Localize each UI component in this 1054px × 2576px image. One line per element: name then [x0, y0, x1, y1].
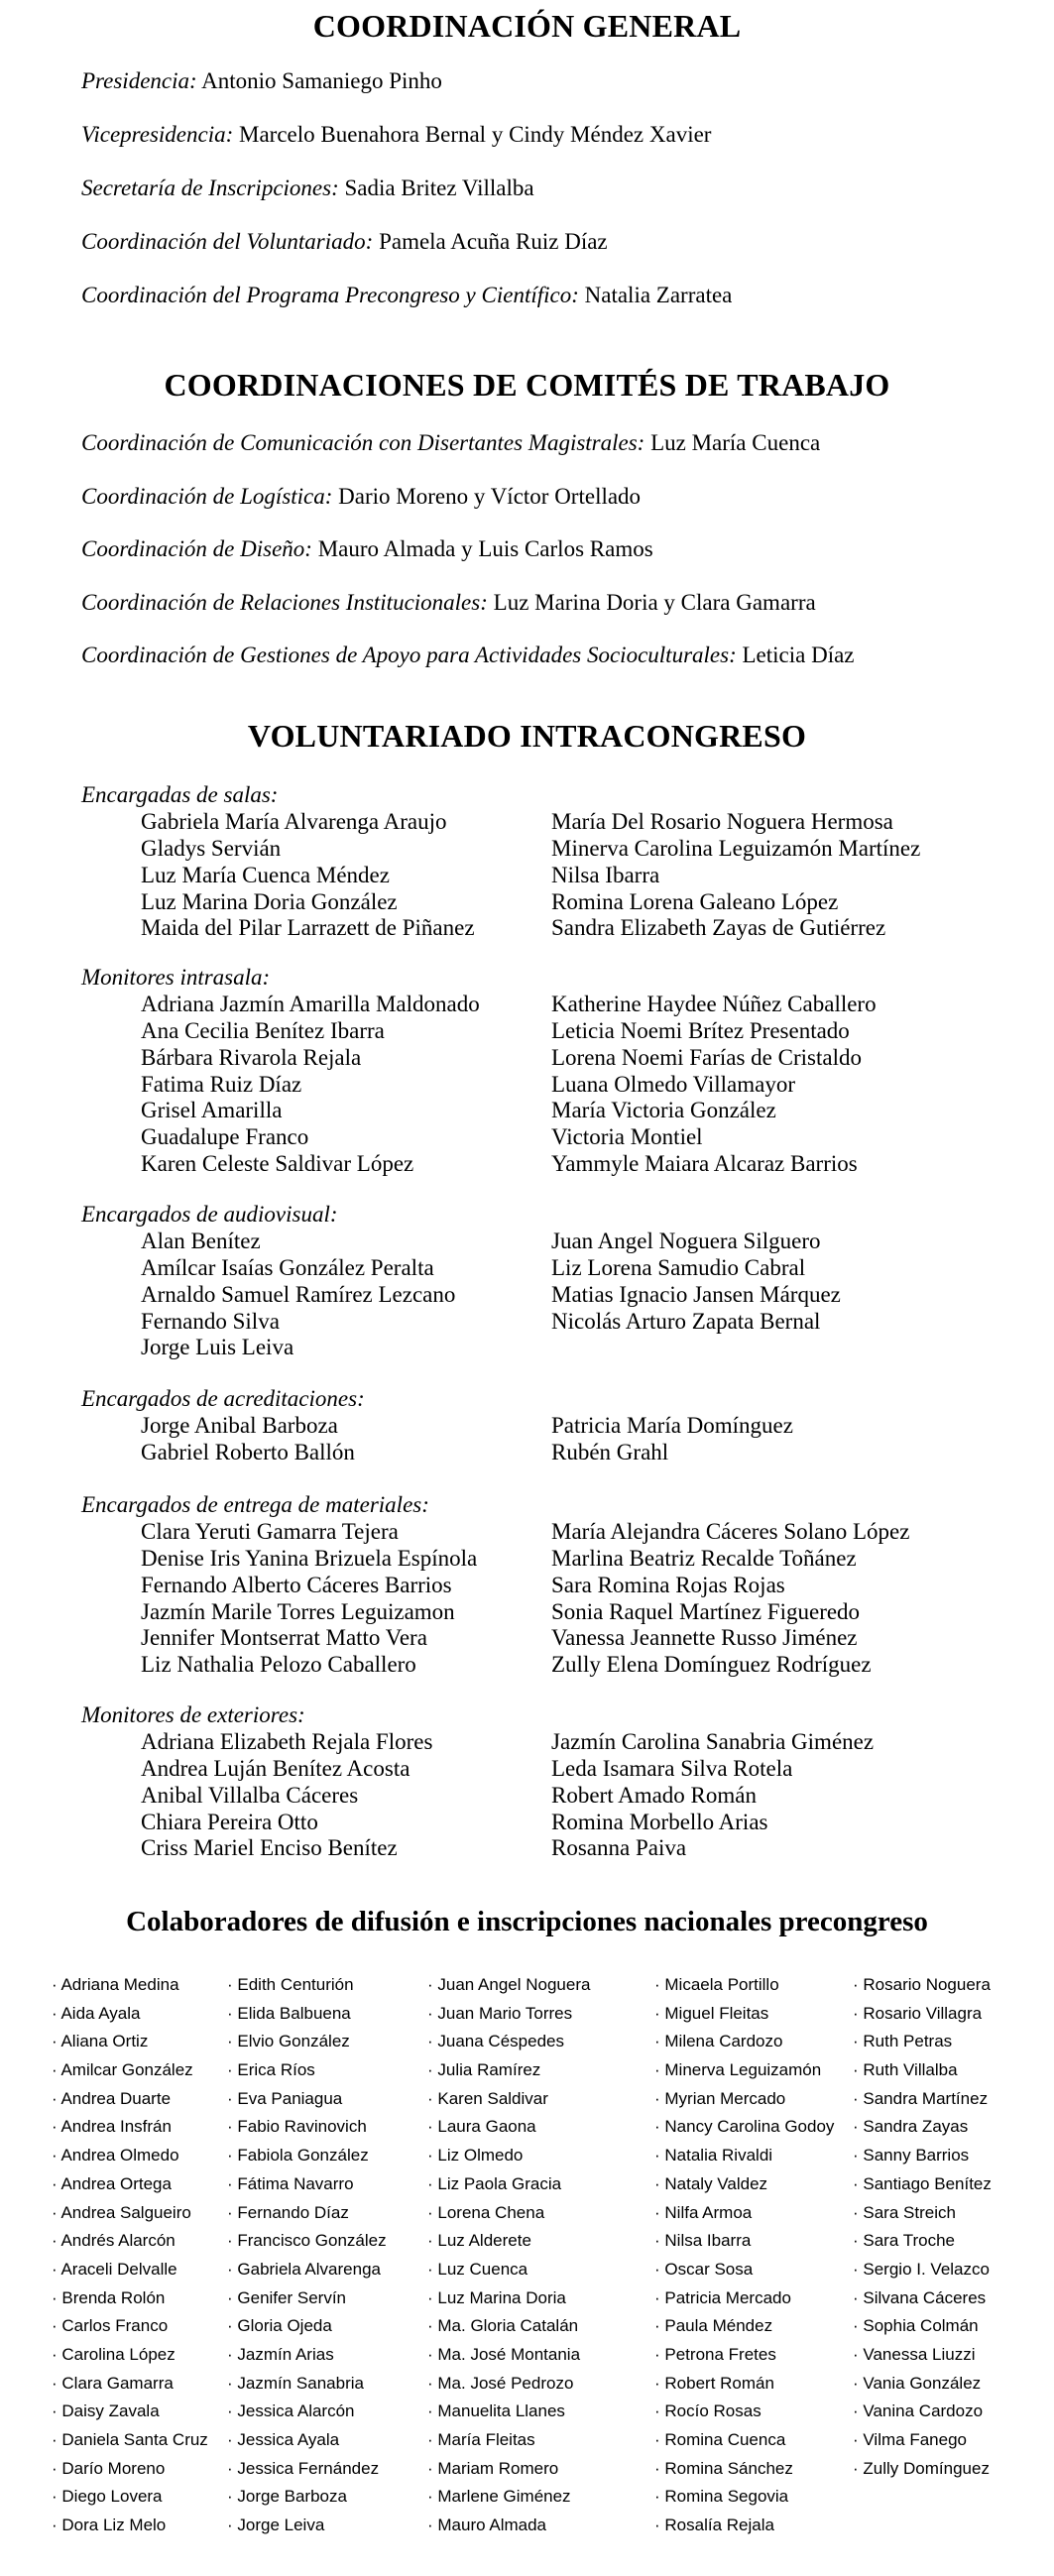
section-title-volunteers: VOLUNTARIADO INTRACONGRESO — [247, 718, 807, 754]
committee-row — [81, 430, 820, 456]
collaborator-name: · Gabriela Alvarenga — [227, 2256, 387, 2284]
volunteer-name: Nilsa Ibarra — [551, 862, 660, 887]
collaborator-name: · Rocío Rosas — [654, 2398, 834, 2426]
volunteer-name: Jorge Anibal Barboza — [141, 1412, 338, 1438]
collaborator-name: · Robert Román — [654, 2370, 834, 2399]
volunteer-group-title: Encargados de entrega de materiales: — [81, 1492, 429, 1517]
committee-row — [81, 590, 816, 616]
general-row — [81, 176, 534, 201]
collaborator-name: · Daisy Zavala — [52, 2398, 208, 2426]
volunteer-column-right — [551, 1729, 874, 1862]
volunteer-name: Nicolás Arturo Zapata Bernal — [551, 1308, 821, 1334]
volunteer-name: Sonia Raquel Martínez Figueredo — [551, 1598, 861, 1624]
volunteer-name: Rubén Grahl — [551, 1439, 669, 1464]
collaborator-name: · Jessica Ayala — [227, 2426, 387, 2455]
collaborator-name: · Juan Angel Noguera — [427, 1971, 590, 2000]
collaborator-name: · Aida Ayala — [52, 2000, 208, 2029]
volunteer-column-right — [551, 992, 877, 1178]
row-label: Coordinación de Gestiones de Apoyo para Actividades Socioculturales: — [81, 643, 737, 667]
row-label: Vicepresidencia: — [81, 122, 234, 147]
collaborator-name: · Zully Domínguez — [853, 2455, 992, 2484]
volunteer-name: Leda Isamara Silva Rotela — [551, 1755, 793, 1781]
collaborator-name: · Mauro Almada — [427, 2512, 590, 2540]
collaborator-name: · Dora Liz Melo — [52, 2512, 208, 2540]
volunteer-name: Romina Lorena Galeano López — [551, 888, 839, 914]
collaborator-name: · Patricia Mercado — [654, 2284, 834, 2313]
collaborator-name: · Fátima Navarro — [227, 2170, 387, 2199]
volunteer-name: Ana Cecilia Benítez Ibarra — [141, 1017, 385, 1043]
row-label: Coordinación de Logística: — [81, 484, 333, 509]
collaborator-name: · Diego Lovera — [52, 2483, 208, 2512]
collaborator-name: · Vanina Cardozo — [853, 2398, 992, 2426]
volunteer-name: Luz María Cuenca Méndez — [141, 862, 390, 887]
row-value: Antonio Samaniego Pinho — [196, 68, 442, 93]
volunteer-group-title: Monitores de exteriores: — [81, 1702, 305, 1727]
collaborator-name: · Liz Olmedo — [427, 2142, 590, 2170]
collaborator-name: · Micaela Portillo — [654, 1971, 834, 2000]
row-label: Coordinación de Diseño: — [81, 536, 312, 561]
collaborator-name: · Nataly Valdez — [654, 2170, 834, 2199]
collaborator-name: · Luz Cuenca — [427, 2256, 590, 2284]
volunteer-name: Fatima Ruiz Díaz — [141, 1071, 302, 1097]
collaborator-name: · Vilma Fanego — [853, 2426, 992, 2455]
collaborator-name: · Vanessa Liuzzi — [853, 2341, 992, 2370]
row-value: Luz María Cuenca — [644, 430, 821, 455]
collaborator-name: · Darío Moreno — [52, 2455, 208, 2484]
volunteer-column-right — [551, 1413, 793, 1466]
volunteer-name: Matias Ignacio Jansen Márquez — [551, 1281, 841, 1307]
collaborator-name: · Liz Paola Gracia — [427, 2170, 590, 2199]
volunteer-name: María Del Rosario Noguera Hermosa — [551, 808, 893, 834]
collaborator-name: · Milena Cardozo — [654, 2028, 834, 2056]
collaborator-name: · Gloria Ojeda — [227, 2312, 387, 2341]
collaborator-name: · Andrea Olmedo — [52, 2142, 208, 2170]
general-row — [81, 122, 711, 148]
collaborator-column — [427, 1971, 590, 2540]
collaborator-name: · Nilsa Ibarra — [654, 2227, 834, 2256]
volunteer-name: Sandra Elizabeth Zayas de Gutiérrez — [551, 915, 886, 941]
volunteer-name: María Alejandra Cáceres Solano López — [551, 1518, 910, 1544]
volunteer-name: Alan Benítez — [141, 1228, 261, 1253]
collaborator-name: · Ma. José Montania — [427, 2341, 590, 2370]
collaborator-name: · Mariam Romero — [427, 2455, 590, 2484]
collaborator-name: · Jazmín Arias — [227, 2341, 387, 2370]
volunteer-name: Andrea Luján Benítez Acosta — [141, 1755, 410, 1781]
volunteer-name: Clara Yeruti Gamarra Tejera — [141, 1518, 399, 1544]
collaborator-name: · Jorge Leiva — [227, 2512, 387, 2540]
collaborator-name: · Fabio Ravinovich — [227, 2113, 387, 2142]
row-value: Dario Moreno y Víctor Ortellado — [332, 484, 642, 509]
row-label: Presidencia: — [81, 68, 197, 93]
volunteer-name: Jorge Luis Leiva — [141, 1335, 294, 1360]
volunteer-name: Adriana Elizabeth Rejala Flores — [141, 1728, 433, 1754]
collaborator-column — [52, 1971, 208, 2540]
general-row — [81, 283, 732, 308]
volunteer-name: Vanessa Jeannette Russo Jiménez — [551, 1625, 858, 1651]
collaborator-column — [853, 1971, 992, 2483]
row-value: Marcelo Buenahora Bernal y Cindy Méndez Xavier — [233, 122, 712, 147]
volunteer-group-title: Encargadas de salas: — [81, 782, 279, 807]
volunteer-name: Arnaldo Samuel Ramírez Lezcano — [141, 1281, 456, 1307]
volunteer-name: Jazmín Carolina Sanabria Giménez — [551, 1728, 875, 1754]
volunteer-name: Grisel Amarilla — [141, 1098, 283, 1123]
section-title-committees: COORDINACIONES DE COMITÉS DE TRABAJO — [164, 367, 890, 403]
collaborator-name: · Silvana Cáceres — [853, 2284, 992, 2313]
collaborator-name: · Rosario Noguera — [853, 1971, 992, 2000]
volunteer-name: Romina Morbello Arias — [551, 1809, 768, 1834]
collaborator-name: · Myrian Mercado — [654, 2085, 834, 2114]
volunteer-name: Adriana Jazmín Amarilla Maldonado — [141, 991, 480, 1016]
volunteer-name: Yammyle Maiara Alcaraz Barrios — [551, 1151, 858, 1177]
collaborator-name: · Ma. José Pedrozo — [427, 2370, 590, 2399]
collaborator-name: · Juana Céspedes — [427, 2028, 590, 2056]
collaborator-column — [654, 1971, 834, 2540]
volunteer-name: Amílcar Isaías González Peralta — [141, 1254, 434, 1280]
collaborator-name: · Sandra Zayas — [853, 2113, 992, 2142]
collaborator-name: · Jorge Barboza — [227, 2483, 387, 2512]
row-value: Leticia Díaz — [736, 643, 855, 667]
volunteer-column-left — [141, 1729, 432, 1862]
collaborator-name: · Genifer Servín — [227, 2284, 387, 2313]
collaborator-name: · Natalia Rivaldi — [654, 2142, 834, 2170]
volunteer-name: Karen Celeste Saldivar López — [141, 1151, 414, 1177]
collaborator-name: · Sophia Colmán — [853, 2312, 992, 2341]
collaborator-name: · Marlene Giménez — [427, 2483, 590, 2512]
collaborator-name: · Karen Saldivar — [427, 2085, 590, 2114]
row-label: Secretaría de Inscripciones: — [81, 176, 339, 200]
collaborator-name: · Lorena Chena — [427, 2199, 590, 2228]
volunteer-name: Liz Nathalia Pelozo Caballero — [141, 1652, 416, 1678]
collaborator-name: · Julia Ramírez — [427, 2056, 590, 2085]
volunteer-name: Fernando Silva — [141, 1308, 280, 1334]
row-label: Coordinación de Comunicación con Disertantes Magistrales: — [81, 430, 645, 455]
collaborator-name: · Andrea Insfrán — [52, 2113, 208, 2142]
collaborator-column — [227, 1971, 387, 2540]
collaborator-name: · Fabiola González — [227, 2142, 387, 2170]
collaborator-name: · Andrea Duarte — [52, 2085, 208, 2114]
volunteer-name: Lorena Noemi Farías de Cristaldo — [551, 1044, 862, 1070]
collaborator-name: · Romina Segovia — [654, 2483, 834, 2512]
collaborator-name: · Rosalía Rejala — [654, 2512, 834, 2540]
row-label: Coordinación del Programa Precongreso y Científico: — [81, 283, 579, 307]
collaborator-name: · Amilcar González — [52, 2056, 208, 2085]
collaborator-name: · Luz Alderete — [427, 2227, 590, 2256]
volunteer-name: Gladys Servián — [141, 835, 282, 861]
volunteer-name: Marlina Beatriz Recalde Toñánez — [551, 1545, 857, 1571]
volunteer-name: Katherine Haydee Núñez Caballero — [551, 991, 877, 1016]
volunteer-column-left — [141, 809, 475, 942]
volunteer-name: Bárbara Rivarola Rejala — [141, 1044, 362, 1070]
collaborator-name: · Francisco González — [227, 2227, 387, 2256]
volunteer-name: María Victoria González — [551, 1098, 776, 1123]
volunteer-name: Zully Elena Domínguez Rodríguez — [551, 1652, 872, 1678]
collaborator-name: · Sandra Martínez — [853, 2085, 992, 2114]
collaborator-name: · Paula Méndez — [654, 2312, 834, 2341]
collaborator-name: · Clara Gamarra — [52, 2370, 208, 2399]
volunteer-column-left — [141, 1519, 477, 1679]
collaborator-name: · Ruth Villalba — [853, 2056, 992, 2085]
volunteer-name: Victoria Montiel — [551, 1124, 703, 1150]
volunteer-group-title: Monitores intrasala: — [81, 965, 271, 990]
collaborator-name: · Brenda Rolón — [52, 2284, 208, 2313]
collaborator-name: · Jessica Fernández — [227, 2455, 387, 2484]
volunteer-column-left — [141, 1229, 455, 1361]
collaborator-name: · Vania González — [853, 2370, 992, 2399]
row-value: Sadia Britez Villalba — [338, 176, 534, 200]
volunteer-name: Guadalupe Franco — [141, 1124, 309, 1150]
collaborator-name: · Erica Ríos — [227, 2056, 387, 2085]
volunteer-column-left — [141, 992, 480, 1178]
row-value: Natalia Zarratea — [578, 283, 733, 307]
volunteer-name: Gabriela María Alvarenga Araujo — [141, 808, 447, 834]
volunteer-name: Juan Angel Noguera Silguero — [551, 1228, 821, 1253]
collaborator-name: · Elida Balbuena — [227, 2000, 387, 2029]
volunteer-name: Chiara Pereira Otto — [141, 1809, 318, 1834]
volunteer-name: Luz Marina Doria González — [141, 888, 398, 914]
collaborator-name: · Oscar Sosa — [654, 2256, 834, 2284]
volunteer-name: Patricia María Domínguez — [551, 1412, 793, 1438]
volunteer-name: Robert Amado Román — [551, 1782, 757, 1808]
row-value: Mauro Almada y Luis Carlos Ramos — [311, 536, 653, 561]
collaborator-name: · Rosario Villagra — [853, 2000, 992, 2029]
collaborator-name: · Sara Troche — [853, 2227, 992, 2256]
volunteer-name: Rosanna Paiva — [551, 1835, 687, 1861]
volunteer-name: Denise Iris Yanina Brizuela Espínola — [141, 1545, 478, 1571]
collaborator-name: · Carolina López — [52, 2341, 208, 2370]
collaborator-name: · Santiago Benítez — [853, 2170, 992, 2199]
collaborator-name: · Carlos Franco — [52, 2312, 208, 2341]
collaborator-name: · Ma. Gloria Catalán — [427, 2312, 590, 2341]
volunteer-column-right — [551, 1519, 909, 1679]
collaborator-name: · Daniela Santa Cruz — [52, 2426, 208, 2455]
committee-row — [81, 484, 641, 510]
volunteer-column-left — [141, 1413, 355, 1466]
collaborator-name: · Elvio González — [227, 2028, 387, 2056]
collaborator-name: · Laura Gaona — [427, 2113, 590, 2142]
collaborator-name: · Sara Streich — [853, 2199, 992, 2228]
volunteer-name: Luana Olmedo Villamayor — [551, 1071, 796, 1097]
volunteer-name: Minerva Carolina Leguizamón Martínez — [551, 835, 921, 861]
volunteer-column-right — [551, 1229, 841, 1336]
collaborator-name: · Aliana Ortiz — [52, 2028, 208, 2056]
row-label: Coordinación de Relaciones Institucionales: — [81, 590, 488, 615]
row-value: Pamela Acuña Ruiz Díaz — [373, 229, 608, 254]
row-label: Coordinación del Voluntariado: — [81, 229, 374, 254]
general-row — [81, 229, 608, 255]
collaborator-name: · Romina Sánchez — [654, 2455, 834, 2484]
section-title-general: COORDINACIÓN GENERAL — [312, 8, 742, 44]
collaborator-name: · Romina Cuenca — [654, 2426, 834, 2455]
volunteer-name: Jennifer Montserrat Matto Vera — [141, 1625, 427, 1651]
collaborator-name: · Edith Centurión — [227, 1971, 387, 2000]
collaborator-name: · Jessica Alarcón — [227, 2398, 387, 2426]
collaborator-name: · Miguel Fleitas — [654, 2000, 834, 2029]
collaborator-name: · Petrona Fretes — [654, 2341, 834, 2370]
collaborator-name: · Andrea Salgueiro — [52, 2199, 208, 2228]
volunteer-name: Jazmín Marile Torres Leguizamon — [141, 1598, 455, 1624]
collaborator-name: · Eva Paniagua — [227, 2085, 387, 2114]
volunteer-column-right — [551, 809, 920, 942]
collaborator-name: · María Fleitas — [427, 2426, 590, 2455]
collaborator-name: · Andrés Alarcón — [52, 2227, 208, 2256]
collaborator-name: · Araceli Delvalle — [52, 2256, 208, 2284]
volunteer-name: Criss Mariel Enciso Benítez — [141, 1835, 398, 1861]
volunteer-name: Gabriel Roberto Ballón — [141, 1439, 355, 1464]
row-value: Luz Marina Doria y Clara Gamarra — [487, 590, 816, 615]
collaborator-name: · Juan Mario Torres — [427, 2000, 590, 2029]
collaborator-name: · Nilfa Armoa — [654, 2199, 834, 2228]
collaborator-name: · Nancy Carolina Godoy — [654, 2113, 834, 2142]
volunteer-group-title: Encargados de acreditaciones: — [81, 1386, 365, 1411]
collaborator-name: · Fernando Díaz — [227, 2199, 387, 2228]
volunteer-name: Sara Romina Rojas Rojas — [551, 1572, 785, 1597]
collaborator-name: · Jazmín Sanabria — [227, 2370, 387, 2399]
volunteer-name: Fernando Alberto Cáceres Barrios — [141, 1572, 452, 1597]
volunteer-name: Liz Lorena Samudio Cabral — [551, 1254, 806, 1280]
collaborator-name: · Ruth Petras — [853, 2028, 992, 2056]
volunteer-name: Anibal Villalba Cáceres — [141, 1782, 359, 1808]
section-title-collaborators: Colaboradores de difusión e inscripciones nacionales precongreso — [126, 1906, 928, 1937]
collaborator-name: · Sanny Barrios — [853, 2142, 992, 2170]
volunteer-name: Maida del Pilar Larrazett de Piñanez — [141, 915, 475, 941]
committee-row — [81, 536, 653, 562]
general-row — [81, 68, 442, 94]
collaborator-name: · Luz Marina Doria — [427, 2284, 590, 2313]
collaborator-name: · Adriana Medina — [52, 1971, 208, 2000]
collaborator-name: · Minerva Leguizamón — [654, 2056, 834, 2085]
collaborator-name: · Manuelita Llanes — [427, 2398, 590, 2426]
collaborator-name: · Sergio I. Velazco — [853, 2256, 992, 2284]
volunteer-group-title: Encargados de audiovisual: — [81, 1202, 338, 1227]
collaborator-name: · Andrea Ortega — [52, 2170, 208, 2199]
committee-row — [81, 643, 855, 668]
volunteer-name: Leticia Noemi Brítez Presentado — [551, 1017, 850, 1043]
